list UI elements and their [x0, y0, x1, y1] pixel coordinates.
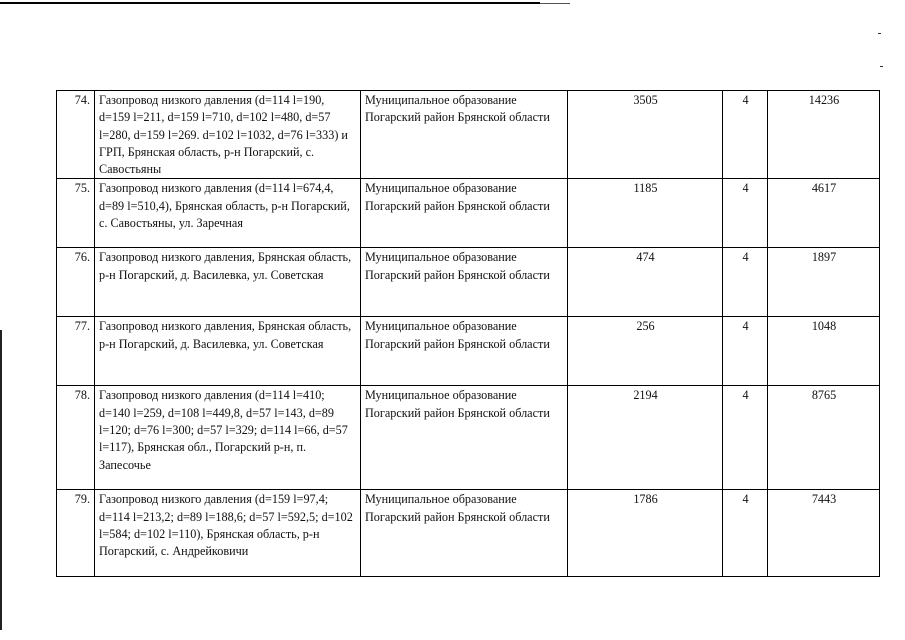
cost-value: 8765	[768, 386, 880, 490]
object-description: Газопровод низкого давления (d=114 l=674,4, d=89 l=510,4), Брянская область, р-н Погарский, с. Савостьяны, ул. Заречная	[95, 179, 361, 248]
table-row	[57, 179, 880, 248]
length-value: 2194	[568, 386, 723, 490]
object-description: Газопровод низкого давления, Брянская область, р-н Погарский, д. Василевка, ул. Советская	[95, 248, 361, 317]
table-row	[57, 386, 880, 490]
owner-name: Муниципальное образование Погарский район Брянской области	[361, 386, 568, 490]
object-description: Газопровод низкого давления (d=114 l=410; d=140 l=259, d=108 l=449,8, d=57 l=143, d=89 l=120; d=76 l=300; d=57 l=329; d=114 l=66, d=57 l=117), Брянская обл., Погарский р-н, п. Запесочье	[95, 386, 361, 490]
category-value: 4	[723, 490, 768, 577]
cost-value: 1048	[768, 317, 880, 386]
object-description: Газопровод низкого давления (d=159 l=97,4; d=114 l=213,2; d=89 l=188,6; d=57 l=592,5; d=102 l=584; d=102 l=110), Брянская область, р-н Погарский, с. Андрейковичи	[95, 490, 361, 577]
category-value: 4	[723, 179, 768, 248]
scan-top-border	[0, 2, 540, 4]
scan-speck	[878, 33, 881, 34]
table-row	[57, 91, 880, 179]
cost-value: 14236	[768, 91, 880, 179]
owner-name: Муниципальное образование Погарский район Брянской области	[361, 91, 568, 179]
row-number: 78.	[57, 386, 95, 490]
property-register-table	[56, 90, 880, 577]
row-number: 74.	[57, 91, 95, 179]
length-value: 3505	[568, 91, 723, 179]
length-value: 1786	[568, 490, 723, 577]
length-value: 1185	[568, 179, 723, 248]
table-row	[57, 490, 880, 577]
owner-name: Муниципальное образование Погарский район Брянской области	[361, 317, 568, 386]
owner-name: Муниципальное образование Погарский район Брянской области	[361, 490, 568, 577]
length-value: 474	[568, 248, 723, 317]
category-value: 4	[723, 317, 768, 386]
owner-name: Муниципальное образование Погарский район Брянской области	[361, 248, 568, 317]
category-value: 4	[723, 248, 768, 317]
cost-value: 4617	[768, 179, 880, 248]
row-number: 75.	[57, 179, 95, 248]
object-description: Газопровод низкого давления, Брянская область, р-н Погарский, д. Василевка, ул. Советская	[95, 317, 361, 386]
length-value: 256	[568, 317, 723, 386]
scan-speck	[880, 66, 883, 67]
category-value: 4	[723, 386, 768, 490]
table-row	[57, 248, 880, 317]
scan-top-border-tail	[540, 3, 570, 4]
table-row	[57, 317, 880, 386]
object-description: Газопровод низкого давления (d=114 l=190, d=159 l=211, d=159 l=710, d=102 l=480, d=57 l=280, d=159 l=269. d=102 l=1032, d=76 l=333) и ГРП, Брянская область, р-н Погарский, с. Савостьяны	[95, 91, 361, 179]
row-number: 77.	[57, 317, 95, 386]
cost-value: 7443	[768, 490, 880, 577]
cost-value: 1897	[768, 248, 880, 317]
row-number: 79.	[57, 490, 95, 577]
category-value: 4	[723, 91, 768, 179]
row-number: 76.	[57, 248, 95, 317]
owner-name: Муниципальное образование Погарский район Брянской области	[361, 179, 568, 248]
scan-left-edge-mark	[0, 330, 2, 630]
